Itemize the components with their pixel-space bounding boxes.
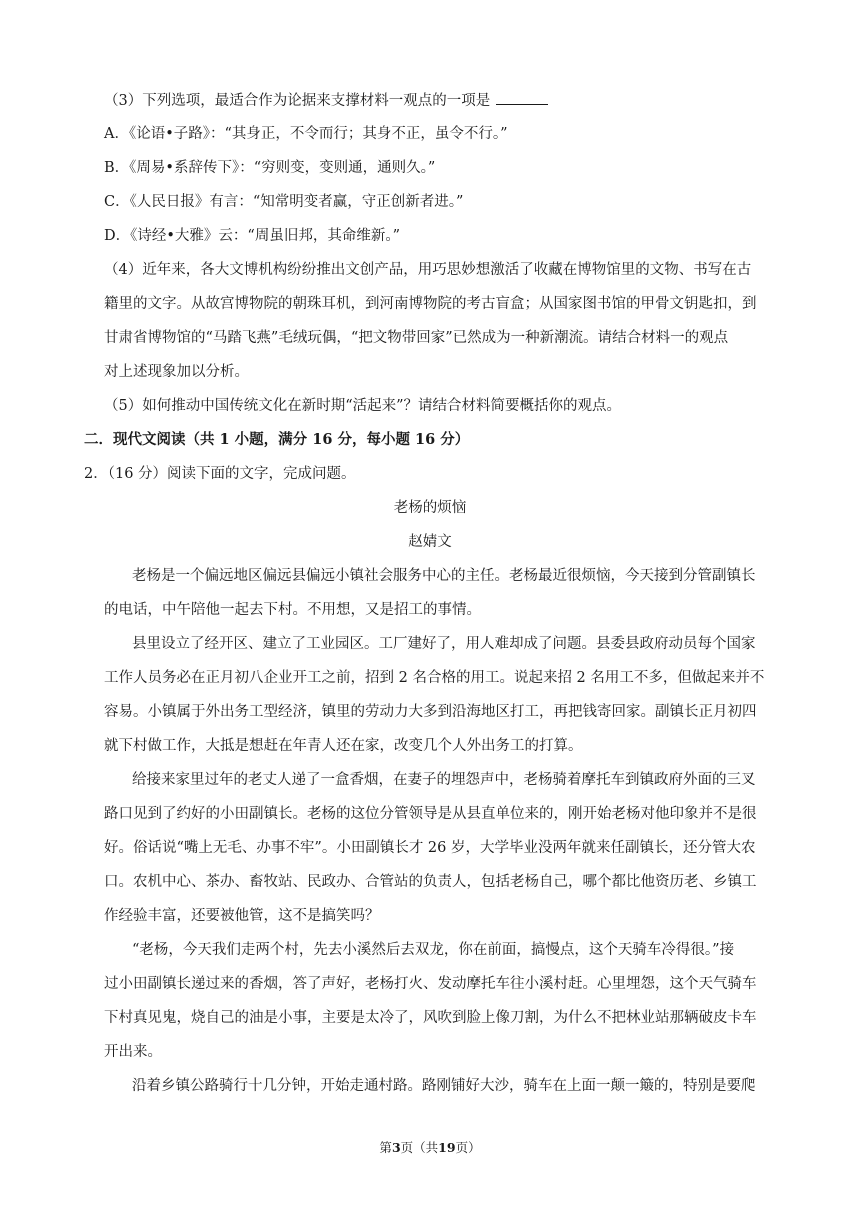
story-line: 过小田副镇长递过来的香烟，答了声好，老杨打火、发动摩托车往小溪村赶。心里埋怨，这个天气骑车 bbox=[104, 976, 757, 992]
q5-text: （5）如何推动中国传统文化在新时期“活起来”？请结合材料简要概括你的观点。 bbox=[104, 398, 622, 414]
story-author: 赵婧文 bbox=[408, 534, 452, 550]
section-heading: 二．现代文阅读（共 1 小题，满分 16 分，每小题 16 分） bbox=[84, 431, 470, 448]
q3-option-b: B．《周易•系辞传下》：“穷则变，变则通，通则久。” bbox=[104, 160, 436, 176]
footer-prefix: 第 bbox=[379, 1140, 392, 1155]
story-line: 下村真见鬼，烧自己的油是小事，主要是太冷了，风吹到脸上像刀割，为什么不把林业站那辆破皮卡车 bbox=[104, 1010, 757, 1026]
story-line: 的电话，中午陪他一起去下村。不用想，又是招工的事情。 bbox=[104, 602, 481, 618]
question-intro: 2．（16 分）阅读下面的文字，完成问题。 bbox=[84, 466, 356, 482]
story-line: 就下村做工作，大抵是想赶在年青人还在家，改变几个人外出务工的打算。 bbox=[104, 738, 583, 754]
story-title: 老杨的烦恼 bbox=[393, 500, 467, 516]
q4-line: 甘肃省博物馆的“马踏飞燕”毛绒玩偶，“把文物带回家”已然成为一种新潮流。请结合材料一的观点 bbox=[104, 330, 729, 346]
q3-stem bbox=[104, 90, 548, 111]
q4-line: （4）近年来，各大文博机构纷纷推出文创产品，用巧思妙想激活了收藏在博物馆里的文物、书写在古 bbox=[104, 262, 752, 278]
footer-total-pages: 19 bbox=[438, 1140, 456, 1155]
answer-blank bbox=[496, 90, 548, 105]
footer-suffix: 页） bbox=[455, 1140, 481, 1155]
story-line: 给接来家里过年的老丈人递了一盒香烟，在妻子的埋怨声中，老杨骑着摩托车到镇政府外面的三叉 bbox=[132, 772, 756, 788]
story-line: 作经验丰富，还要被他管，这不是搞笑吗？ bbox=[104, 908, 380, 924]
page-footer bbox=[0, 1138, 860, 1156]
story-line: 路口见到了约好的小田副镇长。老杨的这位分管领导是从县直单位来的，刚开始老杨对他印象并不是很 bbox=[104, 806, 757, 822]
story-line: 县里设立了经开区、建立了工业园区。工厂建好了，用人难却成了问题。县委县政府动员每个国家 bbox=[132, 636, 756, 652]
q3-option-d: D．《诗经•大雅》云：“周虽旧邦，其命维新。” bbox=[104, 228, 401, 244]
story-line: 沿着乡镇公路骑行十几分钟，开始走通村路。路刚铺好大沙，骑车在上面一颠一簸的，特别是要爬 bbox=[132, 1078, 756, 1094]
story-line: 容易。小镇属于外出务工型经济，镇里的劳动力大多到沿海地区打工，再把钱寄回家。副镇长正月初四 bbox=[104, 704, 757, 720]
q4-line: 籍里的文字。从故宫博物院的朝珠耳机，到河南博物院的考古盲盒；从国家图书馆的甲骨文钥匙扣，到 bbox=[104, 296, 757, 312]
q3-stem-text: （3）下列选项，最适合作为论据来支撑材料一观点的一项是 bbox=[104, 93, 491, 109]
q3-option-c: C．《人民日报》有言：“知常明变者赢，守正创新者进。” bbox=[104, 194, 464, 210]
q3-option-a: A．《论语•子路》：“其身正，不令而行；其身不正，虽令不行。” bbox=[104, 126, 508, 142]
story-line: 老杨是一个偏远地区偏远县偏远小镇社会服务中心的主任。老杨最近很烦恼，今天接到分管副镇长 bbox=[132, 568, 756, 584]
story-line: 工作人员务必在正月初八企业开工之前，招到 2 名合格的用工。说起来招 2 名用工不多，但做起来并不 bbox=[104, 670, 765, 686]
story-line: 好。俗话说“嘴上无毛、办事不牢”。小田副镇长才 26 岁，大学毕业没两年就来任副镇长，还分管大农 bbox=[104, 840, 756, 856]
story-line: 口。农机中心、茶办、畜牧站、民政办、合管站的负责人，包括老杨自己，哪个都比他资历老、乡镇工 bbox=[104, 874, 757, 890]
story-line: 开出来。 bbox=[104, 1044, 162, 1060]
q4-line: 对上述现象加以分析。 bbox=[104, 364, 249, 380]
footer-middle: 页（共 bbox=[400, 1140, 439, 1155]
footer-page-number: 3 bbox=[391, 1140, 401, 1155]
story-line: “老杨，今天我们走两个村，先去小溪然后去双龙，你在前面，搞慢点，这个天骑车冷得很。”接 bbox=[132, 942, 735, 958]
